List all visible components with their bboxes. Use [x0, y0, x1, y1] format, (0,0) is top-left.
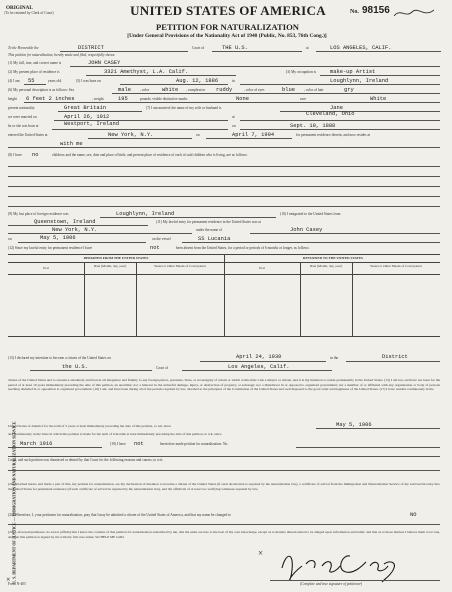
- col-port-right: Port: [259, 266, 265, 270]
- paragraph-20: (20) Attached hereto and made a part of this, my petition for naturalization, are my declaration of intention to become a citizen of the United States (if such declaration is required by the naturalization law), a certificate of arrival from the Immigration and Naturalization Service of my said lawful entry into the United States for permanent residence (if such certificate of arrival be required by the naturalization law), and the affidavits of at least two verifying witnesses required by law.: [8, 482, 440, 491]
- residence-since: May 5, 1906: [336, 422, 372, 428]
- petitioner-address: 3321 Amethyst, L.A. Calif.: [104, 69, 189, 75]
- label-6b: , color: [140, 88, 150, 92]
- birthplace: Loughlynn, Ireland: [330, 78, 389, 84]
- col-date-right: Date (Month, day, year): [309, 264, 343, 268]
- form-number: Form N-405: [8, 582, 26, 586]
- to-label: To the Honorable the: [8, 46, 39, 50]
- label-6: (6) My personal description is as follows: Sex: [8, 88, 75, 92]
- label-2: (2) My present place of residence is: [8, 70, 60, 74]
- petition-number: 98156: [362, 5, 390, 16]
- label-13: (13) I declared my intention to become a citizen of the United States on: [8, 356, 111, 360]
- label-7b: we were married on: [8, 115, 37, 119]
- wife-birth-date: Sept. 10, 1888: [290, 123, 336, 129]
- cross-mark-icon: ×: [6, 575, 11, 584]
- court-name: THE U.S.: [222, 45, 248, 51]
- label-3: (3) My occupation is: [286, 70, 317, 74]
- original-label: ORIGINAL: [6, 5, 33, 11]
- label-12: (12) Since my lawful entry for permanent residence I have: [8, 246, 93, 250]
- wife-entry-date: April 7, 1904: [232, 132, 275, 138]
- instruction-text: This petition for naturalization, hereby made and filed, respectfully shows:: [8, 53, 116, 57]
- label-10: (10) I emigrated to the United States from: [280, 212, 341, 216]
- complexion-value: ruddy: [216, 87, 233, 93]
- court-city: LOS ANGELES, CALIF.: [330, 45, 392, 51]
- petitioner-occupation: make-up Artist: [330, 69, 376, 75]
- arrival-name: John Casey: [290, 227, 323, 233]
- sex-value: male: [118, 87, 131, 93]
- declaration-court: the U.S.: [62, 364, 88, 370]
- label-5: (5) I was born on: [76, 79, 101, 83]
- wife-entry-place: New York, N.Y.: [108, 132, 154, 138]
- vessel-name: SS Lucania: [198, 236, 231, 242]
- side-department-text: U. S. DEPARTMENT OF JUSTICE — IMMIGRATION AND NATURALIZATION SERVICE: [11, 421, 17, 584]
- children-count: no: [32, 152, 39, 158]
- number-label: No.: [350, 9, 359, 15]
- signature-label: (Complete and true signature of petitioner): [300, 582, 363, 586]
- label-9: (9) My last place of foreign residence was: [8, 212, 69, 216]
- label-7h: for permanent residence therein, and now resides at: [296, 133, 371, 137]
- label-5b: in: [232, 79, 235, 83]
- table-right-title: RETURNED TO THE UNITED STATES: [303, 256, 363, 260]
- retain-note: (To be retained by Clerk of Court): [4, 11, 54, 15]
- arrival-date: May 5, 1906: [40, 235, 76, 241]
- resides-with: with me: [60, 141, 83, 147]
- prior-petition: not: [134, 441, 144, 447]
- label-8b: children; and the name, sex, date and place of birth, and present place of residence of each of said children who is living, are as follows:: [52, 153, 248, 157]
- col-vessel-left: Vessel or Other Means of Conveyance: [153, 264, 207, 268]
- marriage-date: April 26, 1912: [64, 114, 110, 120]
- label-7f: entered the United States at: [8, 133, 48, 137]
- height-value: 6 feet 2 inches: [26, 96, 75, 102]
- arrival-port: New York, N.Y.: [52, 227, 98, 233]
- label-6i: race: [300, 97, 306, 101]
- paragraph-19b: heretofore made petition for naturalization: No.: [160, 442, 229, 446]
- declaration-court-type: District: [382, 354, 408, 360]
- label-4: (4) I am: [8, 79, 20, 83]
- label-7d: he or she was born at: [8, 124, 39, 128]
- label-6f: height: [8, 97, 17, 101]
- label-6d: , color of eyes: [244, 88, 265, 92]
- label-12b: been absent from the United States, for a period or periods of 6 months or longer, as follows:: [176, 246, 310, 250]
- document-title: UNITED STATES OF AMERICA: [130, 3, 326, 18]
- label-6e: , color of hair: [304, 88, 324, 92]
- paragraph-18: United States of America for the term of 5 years at least immediately preceding the date of this petition, to wit, since: [8, 424, 171, 428]
- name-change-value: NO: [410, 512, 417, 518]
- col-date-left: Date (Month, day, year): [93, 264, 127, 268]
- table-left-title: DEPARTED FROM THE UNITED STATES: [83, 256, 149, 260]
- hair-value: gry: [344, 87, 354, 93]
- petition-title: PETITION FOR NATURALIZATION: [156, 22, 299, 32]
- label-6j: present nationality: [8, 106, 35, 110]
- declaration-date: April 24, 1939: [236, 354, 282, 360]
- county-since: March 1916: [20, 441, 53, 447]
- label-6h: pounds; visible distinctive marks: [140, 97, 188, 101]
- weight-value: 195: [118, 96, 128, 102]
- label-11d: on the vessel: [152, 237, 171, 241]
- birth-date: Aug. 12, 1886: [176, 78, 219, 84]
- declaration-city: Los Angeles, Calif.: [228, 364, 290, 370]
- color-value: white: [162, 87, 179, 93]
- label-8: (8) I have: [8, 153, 22, 157]
- petitioner-name: JOHN CASEY: [88, 60, 121, 66]
- absence-value: not: [150, 245, 160, 251]
- label-21: (21) Wherefore, I, your petitioner for naturalization, pray that I may be admitted a citizen of the United States of America, and that my name be changed to: [8, 513, 231, 517]
- eyes-value: blue: [282, 87, 295, 93]
- label-6c: , complexion: [186, 88, 205, 92]
- label-4b: years old.: [48, 79, 62, 83]
- label-6g: , weight: [92, 97, 104, 101]
- petition-subtitle: [Under General Provisions of the Nationality Act of 1940 (Public, No. 853, 76th Cong.)]: [127, 33, 327, 39]
- wife-name: Jane: [330, 105, 343, 111]
- court-at-label: at: [306, 46, 309, 50]
- paragraph-19: (19) I have: [110, 442, 126, 446]
- label-1: (1) My full, true, and correct name is: [8, 61, 62, 65]
- paragraph-14-17: citizen of the United States and to renounce absolutely and forever all allegiance and fidelity to any foreign prince, potentate, State, or sovereignty of whom or which at this time I am a subject or citizen, and it is my intention to reside permanently in the United States. (15) I am not, and have not been for the period of at least 10 years immediately preceding the date of this petition, an anarchist; nor a believer in the unlawful damage, injury, or destruction of property, or sabotage; nor a disbeliever in or opposed to organized government; nor a member of or affiliated with any organization or body of persons teaching disbelief in or opposition to organized government. (16) I am, and have been during all of the periods required by law, attached to the principles of the Constitution of the United States and well disposed to the good order and happiness of the United States. (17) I have resided continuously in the: [8, 378, 440, 392]
- paragraph-18b: and continuously in the State in which this petition is made for the term of 6 months at least immediately preceding the date of this petition, to wit, since: [8, 432, 222, 436]
- cross-mark-icon: ×: [258, 548, 264, 558]
- handwritten-mark-icon: [390, 4, 440, 22]
- label-13b: in the: [330, 356, 339, 360]
- court-of-label: Court of: [192, 46, 205, 50]
- label-11: (11) My lawful entry for permanent residence in the United States was at: [156, 220, 261, 224]
- marriage-place: Cleveland, Ohio: [306, 111, 355, 117]
- label-7e: on: [232, 124, 236, 128]
- petitioner-age: 55: [28, 78, 35, 84]
- emigrated-from: Queenstown, Ireland: [34, 219, 96, 225]
- label-11b: under the name of: [196, 228, 223, 232]
- wife-birthplace: Westport, Ireland: [64, 121, 119, 127]
- paragraph-22: (22) I, aforesaid petitioner, do swear (affirm) that I know the contents of this petition for naturalization subscribed by me, that the same are true to the best of my own knowledge, except as to matters therein stated to be alleged upon information and belief, and that as to those matters I believe them to be true, and that this petition is signed by me with my full, true name: SO HELP ME GOD.: [8, 530, 440, 539]
- court-type: DISTRICT: [78, 45, 104, 51]
- label-11c: on: [8, 237, 12, 241]
- race-value: White: [370, 96, 387, 102]
- nationality-value: Great Britain: [64, 105, 107, 111]
- label-7c: at: [232, 115, 235, 119]
- col-port-left: Port: [43, 266, 49, 270]
- paragraph-19c: Court, and such petition was dismissed or denied by that Court for the following reasons and causes, to wit:: [8, 458, 163, 462]
- petitioner-signature-icon: [272, 544, 422, 584]
- label-13c: Court of: [156, 366, 169, 370]
- label-7g: on: [196, 133, 200, 137]
- col-vessel-right: Vessel or Other Means of Conveyance: [369, 264, 423, 268]
- last-foreign-residence: Loughlynn, Ireland: [116, 211, 175, 217]
- label-7: (7) I am married; the name of my wife or husband is: [146, 106, 222, 110]
- marks-value: None: [236, 96, 249, 102]
